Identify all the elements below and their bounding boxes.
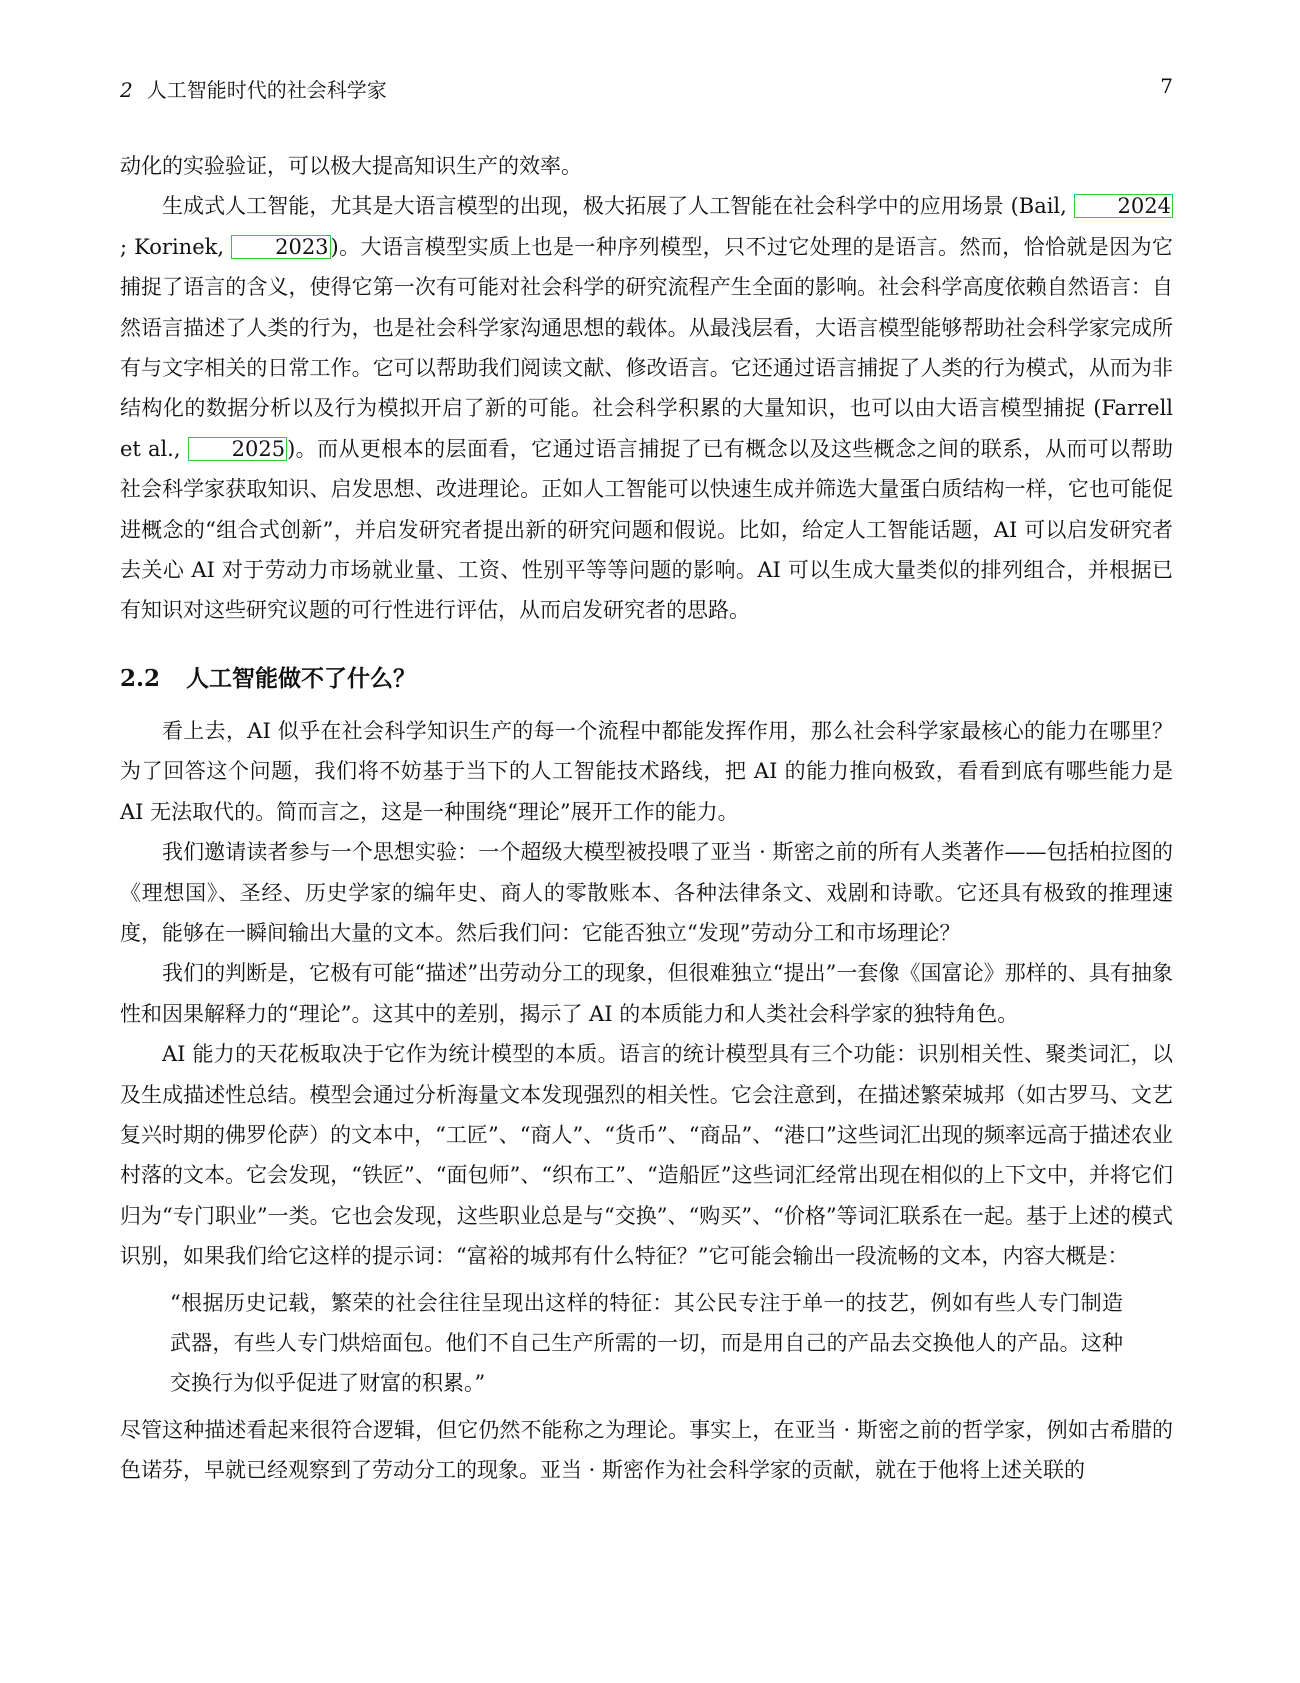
paragraph-text: )。大语言模型实质上也是一种序列模型，只不过它处理的是语言。然而，恰恰就是因为它捕捉了语言的含义，使得它第一次有可能对社会科学的研究流程产生全面的影响。社会科学高度依赖自然语言：自然语言描述了人类的行为，也是社会科学家沟通思想的载体。从最浅层看，大语言模型能够帮助社会科学家完成所有与文字相关的日常工作。它可以帮助我们阅读文献、修改语言。它还通过语言捕捉了人类的行为模式，从而为非结构化的数据分析以及行为模拟开启了新的可能。社会科学积累的大量知识，也可以由大语言模型捕捉 (Farrell et al., [120,234,1173,461]
section-number: 2.2 [120,664,161,692]
paragraph: 我们的判断是，它极有可能“描述”出劳动分工的现象，但很难独立“提出”一套像《国富论》那样的、具有抽象性和因果解释力的“理论”。这其中的差别，揭示了 AI 的本质能力和人类社会科学家的独特角色。 [120,961,1173,1026]
section-heading [120,659,1173,699]
page-number: 7 [1160,74,1173,98]
paragraph-text: )。而从更根本的层面看，它通过语言捕捉了已有概念以及这些概念之间的联系，从而可以帮助社会科学家获取知识、启发思想、改进理论。正如人工智能可以快速生成并筛选大量蛋白质结构一样，它也可能促进概念的“组合式创新”，并启发研究者提出新的研究问题和假说。比如，给定人工智能话题，AI 可以启发研究者去关心 AI 对于劳动力市场就业量、工资、性别平等等问题的影响。AI 可以生成大量类似的排列组合，并根据已有知识对这些研究议题的可行性进行评估，从而启发研究者的思路。 [120,436,1173,623]
chapter-number: 2 [120,78,133,102]
block-quote [170,1283,1123,1404]
chapter-title: 人工智能时代的社会科学家 [146,78,387,102]
citation-link[interactable]: 2025 [188,437,287,461]
paragraph: 看上去，AI 似乎在社会科学知识生产的每一个流程中都能发挥作用，那么社会科学家最核心的能力在哪里？为了回答这个问题，我们将不妨基于当下的人工智能技术路线，把 AI 的能力推向极致，看看到底有哪些能力是 AI 无法取代的。简而言之，这是一种围绕“理论”展开工作的能力。 [120,718,1173,824]
section-title: 人工智能做不了什么？ [186,664,417,692]
page-body [120,146,1173,1491]
paragraph [120,186,1173,630]
citation-link[interactable]: 2023 [231,235,330,259]
paragraph: AI 能力的天花板取决于它作为统计模型的本质。语言的统计模型具有三个功能：识别相关性、聚类词汇，以及生成描述性总结。模型会通过分析海量文本发现强烈的相关性。它会注意到，在描述繁荣城邦（如古罗马、文艺复兴时期的佛罗伦萨）的文本中，“工匠”、“商人”、“货币”、“商品”、“港口”这些词汇出现的频率远高于描述农业村落的文本。它会发现，“铁匠”、“面包师”、“织布工”、“造船匠”这些词汇经常出现在相似的上下文中，并将它们归为“专门职业”一类。它也会发现，这些职业总是与“交换”、“购买”、“价格”等词汇联系在一起。基于上述的模式识别，如果我们给它这样的提示词：“富裕的城邦有什么特征？”它可能会输出一段流畅的文本，内容大概是： [120,1042,1173,1269]
quote-text: “根据历史记载，繁荣的社会往往呈现出这样的特征：其公民专注于单一的技艺，例如有些人专门制造武器，有些人专门烘焙面包。他们不自己生产所需的一切，而是用自己的产品去交换他人的产品。这种交换行为似乎促进了财富的积累。” [170,1290,1123,1396]
running-header [120,74,1173,104]
paragraph: 动化的实验验证，可以极大提高知识生产的效率。 [120,154,582,178]
paragraph: 尽管这种描述看起来很符合逻辑，但它仍然不能称之为理论。事实上，在亚当 · 斯密之前的哲学家，例如古希腊的色诺芬，早就已经观察到了劳动分工的现象。亚当 · 斯密作为社会科学家的贡献，就在于他将上述关联的 [120,1417,1173,1483]
paragraph-text: 生成式人工智能，尤其是大语言模型的出现，极大拓展了人工智能在社会科学中的应用场景 (Bail, [162,194,1074,219]
chapter-heading [120,74,387,103]
paragraph: 我们邀请读者参与一个思想实验：一个超级大模型被投喂了亚当 · 斯密之前的所有人类著作——包括柏拉图的《理想国》、圣经、历史学家的编年史、商人的零散账本、各种法律条文、戏剧和诗歌。它还具有极致的推理速度，能够在一瞬间输出大量的文本。然后我们问：它能否独立“发现”劳动分工和市场理论？ [120,840,1173,945]
citation-link[interactable]: 2024 [1074,194,1173,218]
paragraph-text: ; Korinek, [120,234,232,259]
